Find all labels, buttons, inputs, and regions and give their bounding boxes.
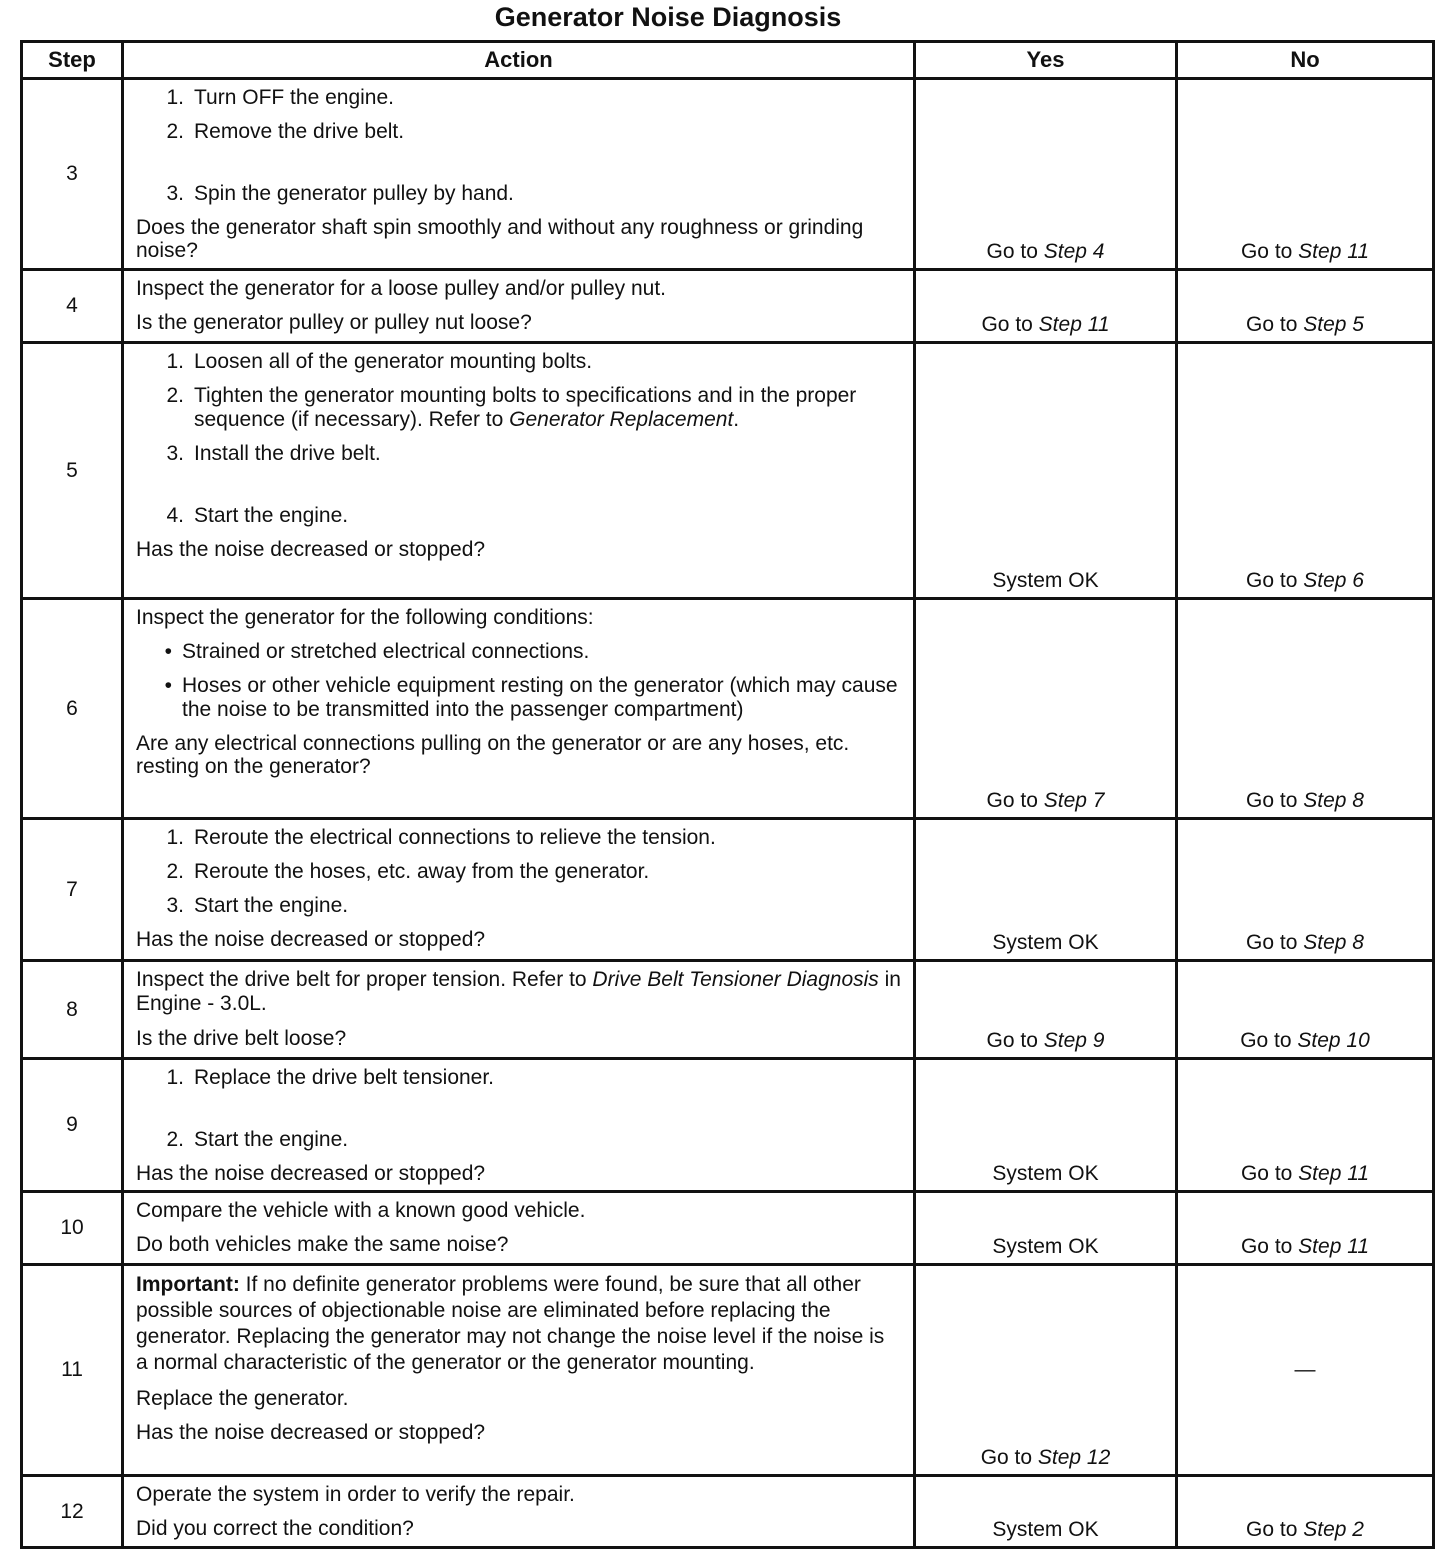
yes-cell: System OK <box>915 1192 1177 1265</box>
list-item: 2. Remove the drive belt. <box>166 120 405 143</box>
important-label: Important: <box>136 1273 240 1296</box>
table-row <box>22 819 1434 961</box>
action-cell <box>123 343 915 599</box>
step-number: 6 <box>22 599 123 819</box>
action-cell <box>123 1265 915 1476</box>
list-item: 2. Reroute the hoses, etc. away from the generator. <box>166 860 650 883</box>
step-number: 11 <box>22 1265 123 1476</box>
action-cell <box>123 1059 915 1192</box>
header-step: Step <box>22 42 123 79</box>
list-item: 2. Tighten the generator mounting bolts to specifications and in the proper sequence (if necessary). Refer to Generator Replacement. <box>166 384 857 431</box>
step-number: 9 <box>22 1059 123 1192</box>
yes-cell: System OK <box>915 819 1177 961</box>
header-action: Action <box>123 42 915 79</box>
list-item: 2. Start the engine. <box>166 1128 349 1151</box>
list-item: 3. Start the engine. <box>166 894 349 917</box>
step-number: 8 <box>22 961 123 1059</box>
table-row <box>22 1265 1434 1476</box>
step-number: 12 <box>22 1476 123 1548</box>
table-row <box>22 343 1434 599</box>
no-cell: Go to Step 8 <box>1177 599 1434 819</box>
page-title: Generator Noise Diagnosis <box>494 2 842 32</box>
no-cell: Go to Step 6 <box>1177 343 1434 599</box>
list-item: 4. Start the engine. <box>166 504 349 527</box>
no-cell: Go to Step 11 <box>1177 1059 1434 1192</box>
list-item: 1. Replace the drive belt tensioner. <box>166 1066 495 1089</box>
list-item: 1. Loosen all of the generator mounting bolts. <box>166 350 593 373</box>
no-cell: Go to Step 11 <box>1177 79 1434 270</box>
action-cell <box>123 819 915 961</box>
step-number: 7 <box>22 819 123 961</box>
diagnosis-table <box>20 40 1435 1549</box>
no-cell: Go to Step 10 <box>1177 961 1434 1059</box>
question-text: Is the drive belt loose? <box>136 1027 347 1050</box>
no-cell: Go to Step 8 <box>1177 819 1434 961</box>
question-text: Has the noise decreased or stopped? <box>136 1162 486 1185</box>
step-number: 5 <box>22 343 123 599</box>
action-text: Operate the system in order to verify the repair. <box>136 1483 575 1506</box>
table-row <box>22 1059 1434 1192</box>
step-number: 3 <box>22 79 123 270</box>
action-cell <box>123 1476 915 1548</box>
action-text: Compare the vehicle with a known good vehicle. <box>136 1199 586 1222</box>
question-text: Does the generator shaft spin smoothly and without any roughness or grinding noise? <box>136 216 864 262</box>
list-item: 1. Reroute the electrical connections to relieve the tension. <box>166 826 716 849</box>
step-number: 4 <box>22 270 123 343</box>
step-number: 10 <box>22 1192 123 1265</box>
yes-cell: System OK <box>915 1059 1177 1192</box>
action-cell <box>123 599 915 819</box>
header-no: No <box>1177 42 1434 79</box>
action-cell <box>123 270 915 343</box>
list-item: 3. Spin the generator pulley by hand. <box>166 182 514 205</box>
action-cell <box>123 961 915 1059</box>
yes-cell: Go to Step 11 <box>915 270 1177 343</box>
header-yes: Yes <box>915 42 1177 79</box>
table-row <box>22 1192 1434 1265</box>
action-text: Inspect the drive belt for proper tension. Refer to Drive Belt Tensioner Diagnosis in Engine - 3.0L. <box>136 968 901 1015</box>
list-item: 3. Install the drive belt. <box>166 442 381 465</box>
no-cell: Go to Step 2 <box>1177 1476 1434 1548</box>
yes-cell: Go to Step 4 <box>915 79 1177 270</box>
question-text: Has the noise decreased or stopped? <box>136 928 486 951</box>
yes-cell: System OK <box>915 1476 1177 1548</box>
yes-cell: Go to Step 7 <box>915 599 1177 819</box>
bullet-item: • Hoses or other vehicle equipment resting on the generator (which may cause the noise to be transmitted into the passenger compartment) <box>164 674 898 721</box>
action-text: Inspect the generator for the following conditions: <box>136 606 594 629</box>
question-text: Has the noise decreased or stopped? <box>136 1421 486 1444</box>
yes-cell: Go to Step 12 <box>915 1265 1177 1476</box>
question-text: Are any electrical connections pulling on the generator or are any hoses, etc. resting on the generator? <box>136 732 850 778</box>
important-note: Important: If no definite generator problems were found, be sure that all other possible sources of objectionable noise are eliminated before replacing the generator. Replacing the generator may not change the noise level if the noise is a normal characteristic of the generator or the generator mounting. <box>136 1273 885 1374</box>
question-text: Is the generator pulley or pulley nut loose? <box>136 311 532 334</box>
action-cell <box>123 79 915 270</box>
action-cell <box>123 1192 915 1265</box>
question-text: Did you correct the condition? <box>136 1517 414 1540</box>
table-row <box>22 79 1434 270</box>
header-row <box>22 42 1434 79</box>
table-row <box>22 270 1434 343</box>
question-text: Do both vehicles make the same noise? <box>136 1233 509 1256</box>
yes-cell: Go to Step 9 <box>915 961 1177 1059</box>
question-text: Has the noise decreased or stopped? <box>136 538 486 561</box>
no-cell: Go to Step 5 <box>1177 270 1434 343</box>
bullet-item: • Strained or stretched electrical connections. <box>164 640 590 663</box>
action-text: Inspect the generator for a loose pulley and/or pulley nut. <box>136 277 667 300</box>
list-item: 1. Turn OFF the engine. <box>166 86 394 109</box>
table-row <box>22 599 1434 819</box>
yes-cell: System OK <box>915 343 1177 599</box>
no-cell: Go to Step 11 <box>1177 1192 1434 1265</box>
table-row <box>22 1476 1434 1548</box>
table-row <box>22 961 1434 1059</box>
no-cell: — <box>1177 1265 1434 1476</box>
action-text: Replace the generator. <box>136 1387 349 1410</box>
